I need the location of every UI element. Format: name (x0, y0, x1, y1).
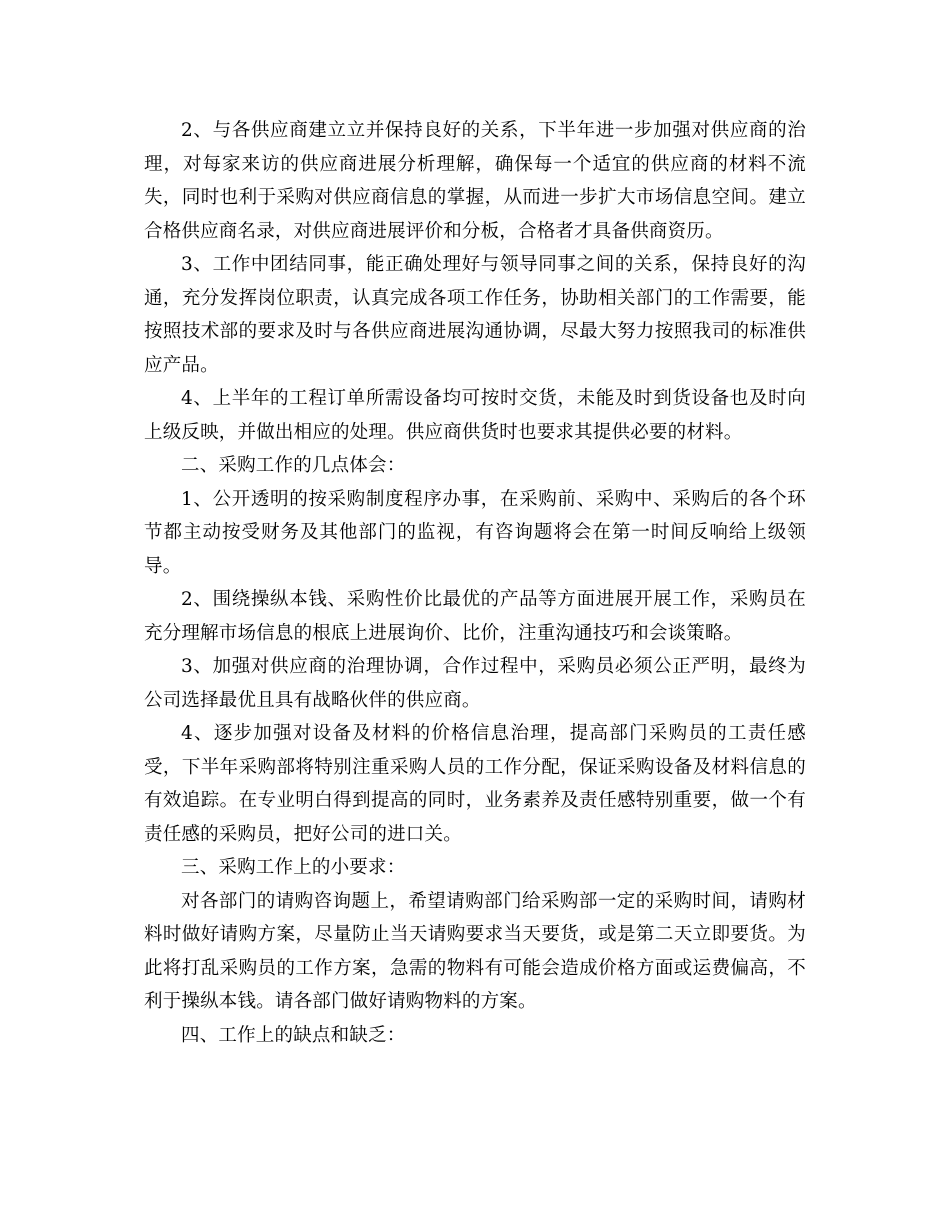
paragraph-order-delivery: 4、上半年的工程订单所需设备均可按时交货，未能及时到货设备也及时向上级反映，并做出相应的处理。供应商供货时也要求其提供必要的材料。 (144, 388, 806, 443)
section-heading-shortcomings: 四、工作上的缺点和缺乏： (181, 1024, 406, 1046)
paragraph-transparency: 1、公开透明的按采购制度程序办事，在采购前、采购中、采购后的各个环节都主动按受财务及其他部门的监视，有咨询题将会在第一时间反响给上级领导。 (144, 488, 806, 577)
paragraph-price-info: 4、逐步加强对设备及材料的价格信息治理，提高部门采购员的工责任感受，下半年采购部将特别注重采购人员的工作分配，保证采购设备及材料信息的有效追踪。在专业明白得到提高的同时，业务素养及责任感特别重要，做一个有责任感的采购员，把好公司的进口关。 (144, 723, 806, 845)
section-heading-requests: 三、采购工作上的小要求： (181, 857, 406, 878)
document-body (144, 114, 806, 1052)
paragraph-purchase-requests: 对各部门的请购咨询题上，希望请购部门给采购部一定的采购时间，请购材料时做好请购方案，尽量防止当天请购要求当天要货，或是第二天立即要货。为此将打乱采购员的工作方案，急需的物料有可能会造成价格方面或运费偏高，不利于操纵本钱。请各部门做好请购物料的方案。 (144, 890, 806, 1012)
paragraph-supplier-coordination: 3、加强对供应商的治理协调，合作过程中，采购员必须公正严明，最终为公司选择最优且具有战略伙伴的供应商。 (144, 656, 806, 711)
paragraph-supplier-relations: 2、与各供应商建立立并保持良好的关系，下半年进一步加强对供应商的治理，对每家来访的供应商进展分析理解，确保每一个适宜的供应商的材料不流失，同时也利于采购对供应商信息的掌握，从而进一步扩大市场信息空间。建立合格供应商名录，对供应商进展评价和分板，合格者才具备供商资历。 (144, 120, 806, 242)
paragraph-cost-control: 2、围绕操纵本钱、采购性价比最优的产品等方面进展开展工作，采购员在充分理解市场信息的根底上进展询价、比价，注重沟通技巧和会谈策略。 (144, 589, 806, 644)
paragraph-teamwork: 3、工作中团结同事，能正确处理好与领导同事之间的关系，保持良好的沟通，充分发挥岗位职责，认真完成各项工作任务，协助相关部门的工作需要，能按照技术部的要求及时与各供应商进展沟通协调，尽最大努力按照我司的标准供应产品。 (144, 254, 806, 376)
section-heading-experience: 二、采购工作的几点体会： (181, 455, 406, 476)
